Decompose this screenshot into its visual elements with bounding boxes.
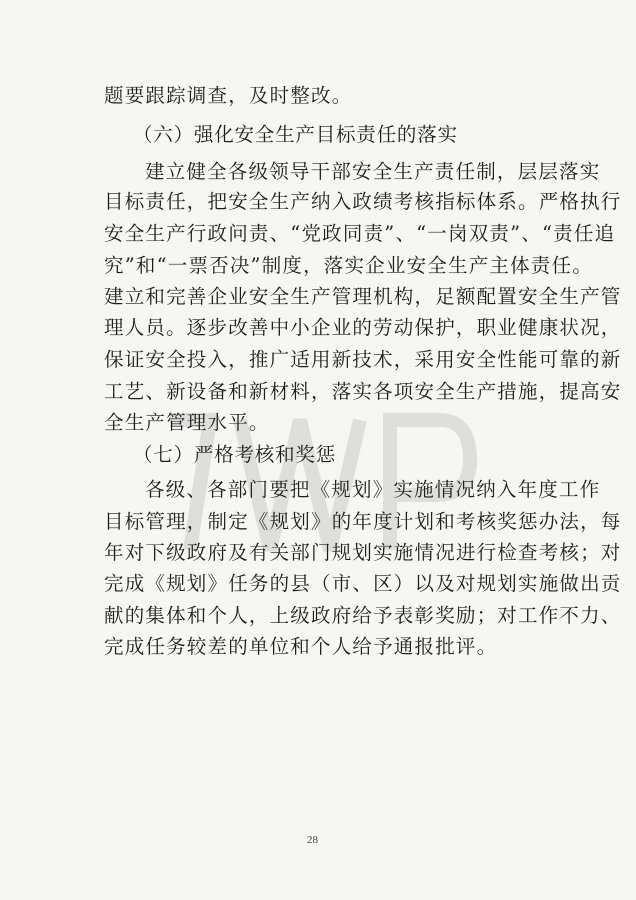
- paragraph-line: 工艺、新设备和新材料，落实各项安全生产措施，提高安: [104, 380, 622, 403]
- paragraph-line: 全生产管理水平。: [104, 411, 270, 434]
- paragraph-line: 保证安全投入，推广适用新技术，采用安全性能可靠的新: [104, 348, 622, 371]
- paragraph-line: 目标责任，把安全生产纳入政绩考核指标体系。严格执行: [104, 190, 622, 213]
- paragraph-line: 究”和“一票否决”制度，落实企业安全生产主体责任。: [104, 254, 593, 277]
- paragraph-line: 安全生产行政问责、“党政同责”、“一岗双责”、“责任追: [104, 222, 616, 245]
- paragraph-line: 年对下级政府及有关部门规划实施情况进行检查考核；对: [104, 541, 622, 564]
- paragraph-line: 各级、各部门要把《规划》实施情况纳入年度工作: [145, 478, 601, 501]
- paragraph-line: 目标管理，制定《规划》的年度计划和考核奖惩办法，每: [104, 510, 622, 533]
- paragraph-line: 建立和完善企业安全生产管理机构，足额配置安全生产管: [104, 285, 622, 308]
- paragraph-line: 题要跟踪调查，及时整改。: [104, 84, 353, 107]
- section-heading-6: （六）强化安全生产目标责任的落实: [133, 123, 458, 146]
- paragraph-line: 献的集体和个人，上级政府给予表彰奖励；对工作不力、: [104, 604, 622, 627]
- page-number: 28: [307, 834, 318, 846]
- paragraph-line: 完成任务较差的单位和个人给予通报批评。: [104, 635, 498, 658]
- paragraph-line: 完成《规划》任务的县（市、区）以及对规划实施做出贡: [104, 572, 622, 595]
- paragraph-line: 建立健全各级领导干部安全生产责任制，层层落实: [145, 160, 601, 183]
- section-heading-7: （七）严格考核和奖惩: [133, 443, 337, 466]
- paragraph-line: 理人员。逐步改善中小企业的劳动保护，职业健康状况，: [104, 316, 622, 339]
